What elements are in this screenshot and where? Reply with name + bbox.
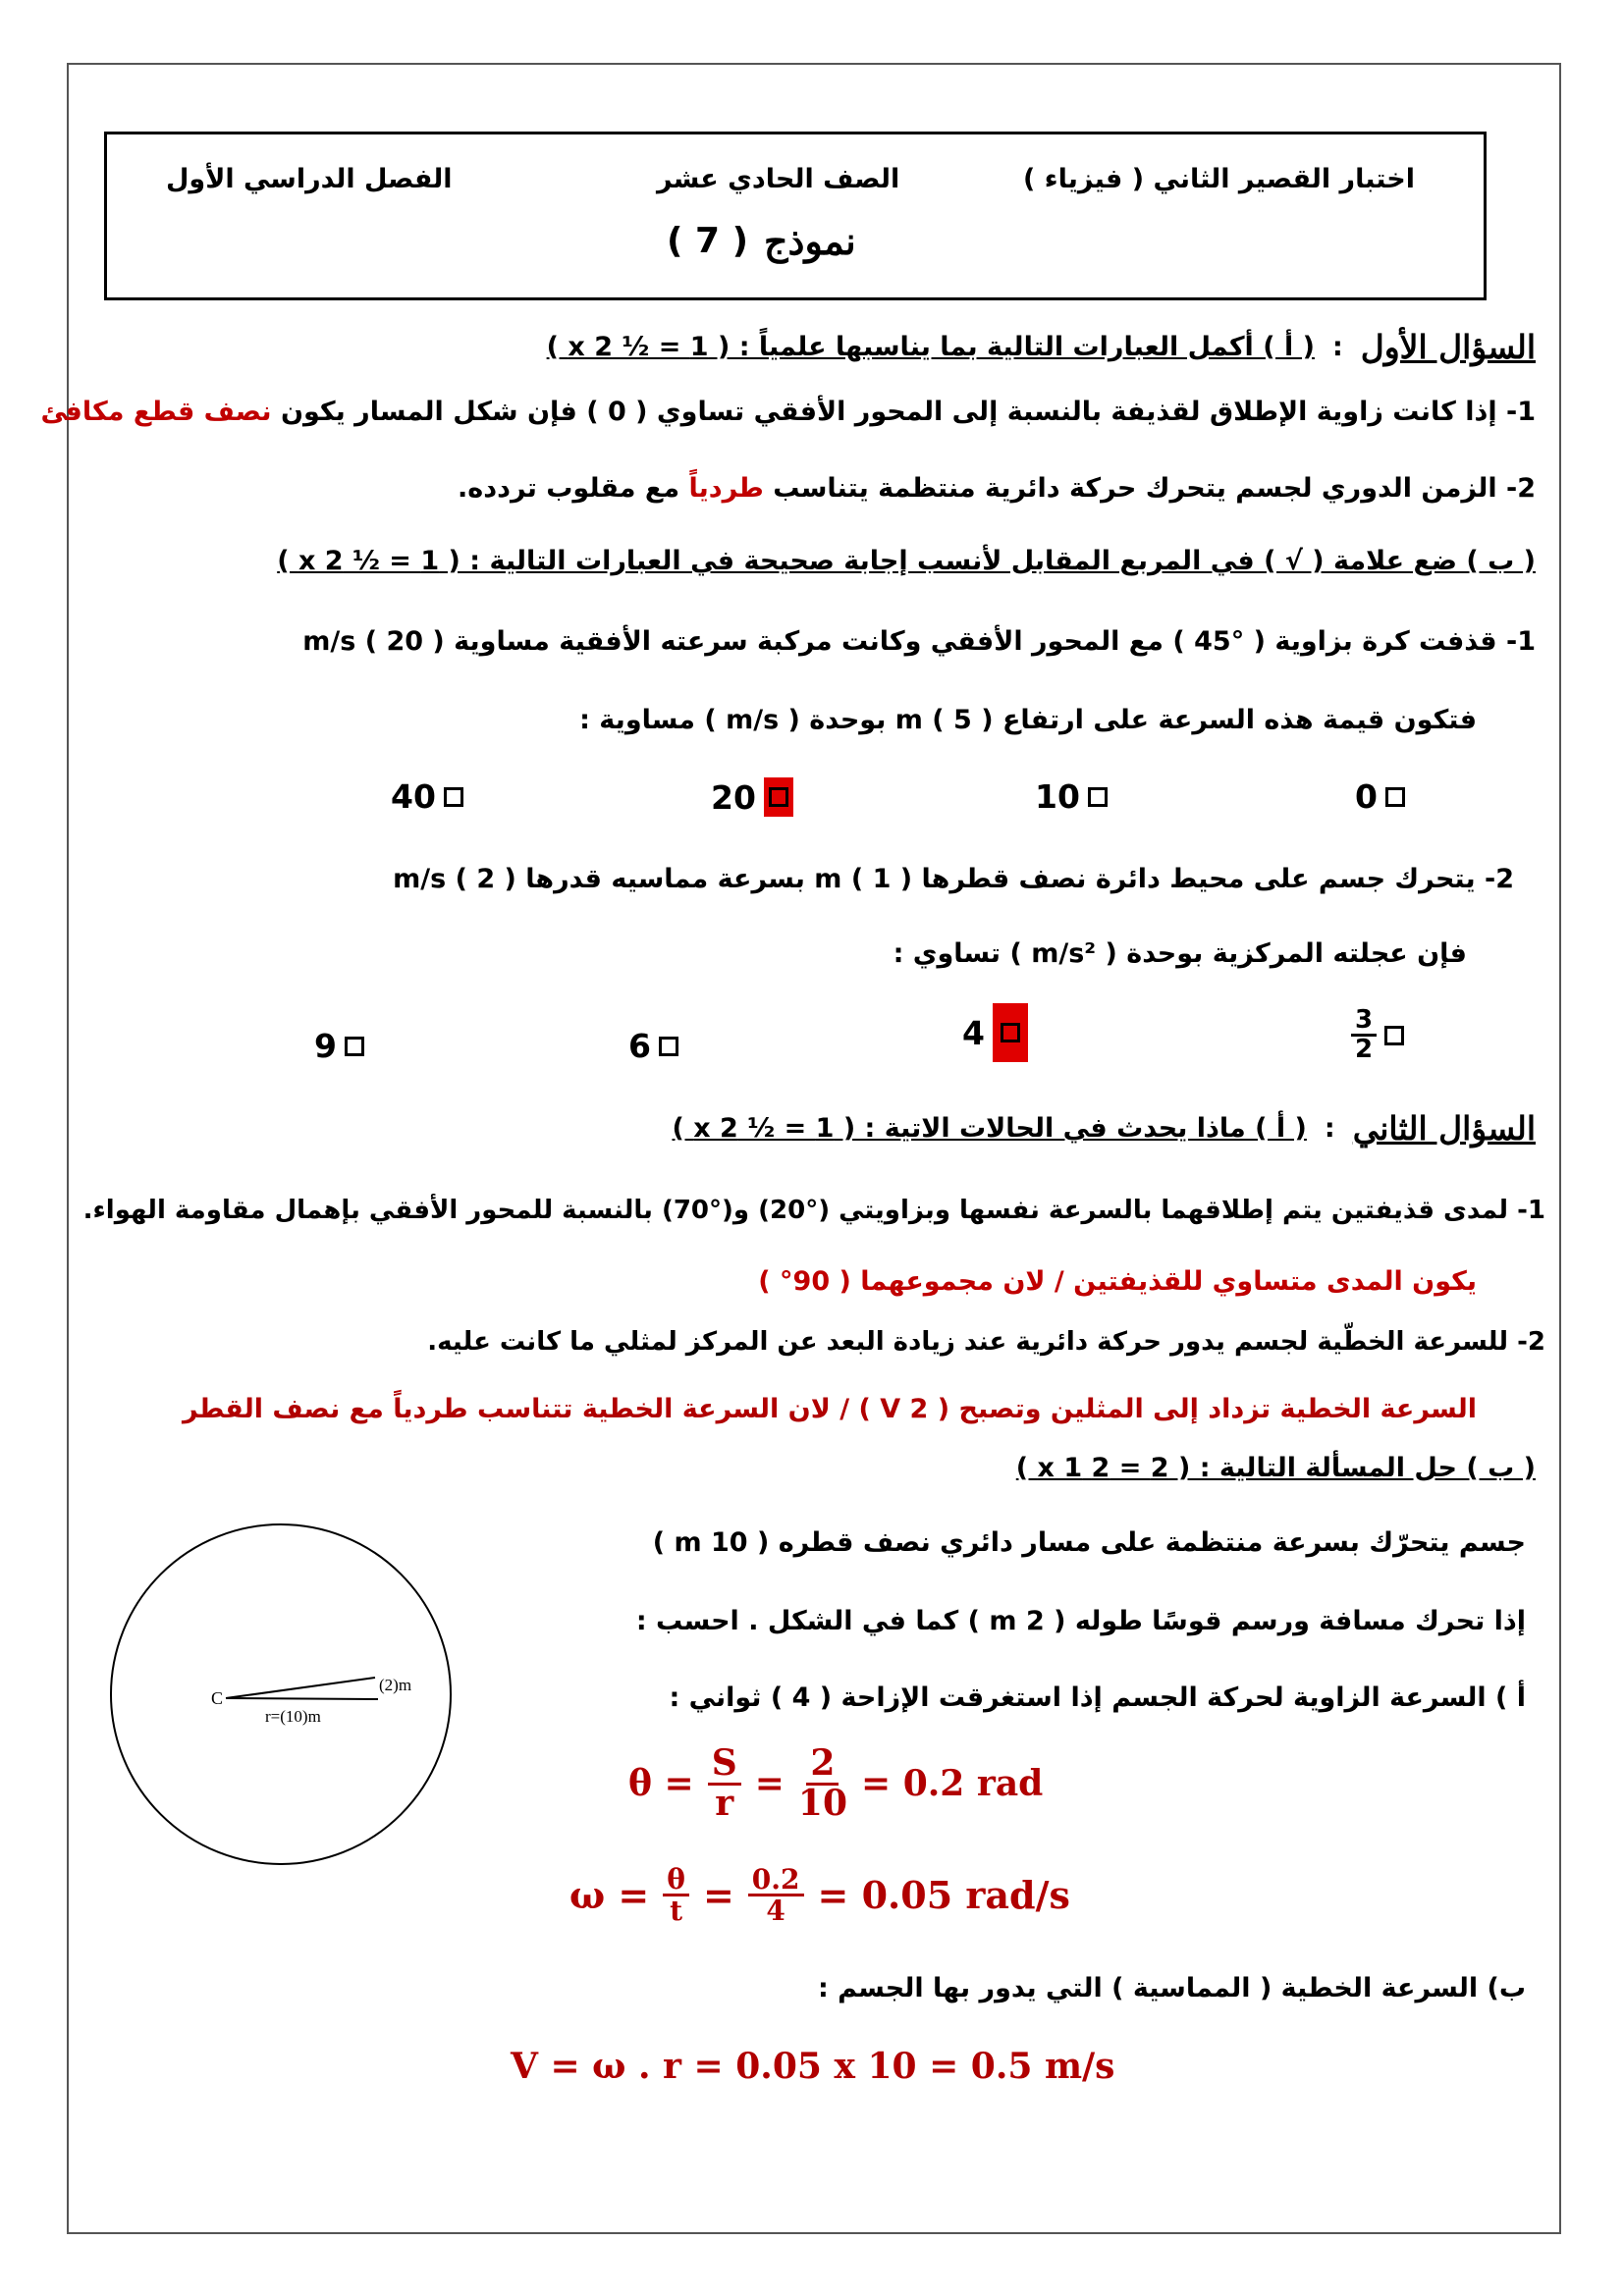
- q1-b1-option-1[interactable]: 10: [1035, 777, 1108, 816]
- circular-path: [111, 1524, 451, 1864]
- q1-b1-line1: 1- قذفت كرة بزاوية ( °45 ) مع المحور الأفقي وكانت مركبة سرعته الأفقية مساوية m/s ( 20 ): [302, 626, 1536, 657]
- q1-part-a: ( أ ) أكمل العبارات التالية بما يناسبها علمياً : ( 1 = ½ x 2 ): [546, 332, 1315, 362]
- q1-b2-option-9[interactable]: 9: [314, 1027, 364, 1065]
- model-badge: [667, 219, 856, 263]
- q1-a1-answer: نصف قطع مكافئ: [40, 397, 272, 427]
- center-label: C: [211, 1688, 224, 1708]
- q1-heading: السؤال الأول : ( أ ) أكمل العبارات التالية بما يناسبها علمياً : ( 1 = ½ x 2 ): [546, 328, 1536, 366]
- q2-part-a: ( أ ) ماذا يحدث في الحالات الاتية : ( 1 = ½ x 2 ): [672, 1113, 1307, 1144]
- q1-b2-option-4[interactable]: 4: [962, 1003, 1028, 1062]
- q1-b2-option-frac[interactable]: $\frac{3}{2}$: [1351, 1007, 1404, 1064]
- q1-b1-option-0[interactable]: 0: [1355, 777, 1405, 816]
- q1-a1-text: 1- إذا كانت زاوية الإطلاق لقذيفة بالنسبة إلى المحور الأفقي تساوي ( 0 ) فإن شكل المسار يكون: [280, 397, 1536, 427]
- equation-theta: θ = $\frac{S}{r}$ = $\frac{2}{10}$ = 0.2 rad: [628, 1742, 1044, 1824]
- q2-heading: السؤال الثاني : ( أ ) ماذا يحدث في الحالات الاتية : ( 1 = ½ x 2 ): [672, 1109, 1536, 1148]
- circle-diagram: [98, 1512, 471, 1885]
- radius-line-1: [226, 1678, 375, 1698]
- q1-a2-answer: طردياً: [688, 473, 764, 504]
- exam-title: اختبار القصير الثاني ( فيزياء ): [1023, 164, 1415, 194]
- radius-line-2: [226, 1698, 378, 1699]
- checked-answer-marker[interactable]: [764, 777, 793, 817]
- checked-answer-marker[interactable]: [993, 1003, 1028, 1062]
- q2-part-b: ( ب ) حل المسألة التالية : ( 2 = 2 x 1 ): [1015, 1453, 1536, 1483]
- checkbox-icon[interactable]: [345, 1037, 364, 1056]
- q2-problem-line1: جسم يتحرّك بسرعة منتظمة على مسار دائري نصف قطره ( 10 m ): [652, 1527, 1526, 1558]
- model-number: ( 7 ): [667, 221, 749, 261]
- q1-b1-option-3[interactable]: 40: [391, 777, 463, 816]
- q2-problem-line2: إذا تحرك مسافة ورسم قوسًا طوله ( 2 m ) كما في الشكل . احسب :: [635, 1606, 1526, 1636]
- radius-label: r=(10)m: [265, 1707, 321, 1726]
- q2-sub-a: أ ) السرعة الزاوية لحركة الجسم إذا استغرقت الإزاحة ( 4 ) ثواني :: [669, 1682, 1526, 1713]
- q1-b2-option-6[interactable]: 6: [628, 1027, 678, 1065]
- q1-b2-line2: فإن عجلته المركزية بوحدة ( m/s² ) تساوي :: [893, 938, 1467, 969]
- checkbox-icon[interactable]: [1384, 1026, 1404, 1045]
- q1-part-b: ( ب ) ضع علامة ( √ ) في المربع المقابل لأنسب إجابة صحيحة في العبارات التالية : ( 1 = ½ x 2 ): [277, 546, 1536, 576]
- grade-label: الصف الحادي عشر: [657, 164, 900, 194]
- q2-a2-answer: السرعة الخطية تزداد إلى المثلين وتصبح ( 2 V ) / لان السرعة الخطية تتناسب طردياً مع نصف القطر: [183, 1394, 1477, 1424]
- q2-a1-text: 1- لمدى قذيفتين يتم إطلاقهما بالسرعة نفسها وبزاويتي (°20) و(°70) بالنسبة للمحور الأفقي بإهمال مقاومة الهواء.: [82, 1196, 1545, 1225]
- q1-title: السؤال الأول: [1360, 328, 1536, 366]
- exam-header: [104, 132, 1487, 300]
- q1-a1: [40, 397, 1536, 427]
- checkbox-icon[interactable]: [659, 1037, 678, 1056]
- q2-sub-b: ب) السرعة الخطية ( المماسية ) التي يدور بها الجسم :: [817, 1973, 1526, 2003]
- checkbox-icon[interactable]: [1088, 787, 1108, 807]
- equation-velocity: V = ω . r = 0.05 x 10 = 0.5 m/s: [511, 2046, 1115, 2087]
- q1-a2: [458, 473, 1536, 504]
- q1-b2-line1: 2- يتحرك جسم على محيط دائرة نصف قطرها m ( 1 ) بسرعة مماسيه قدرها m/s ( 2 ): [393, 864, 1514, 894]
- checkbox-icon[interactable]: [444, 787, 463, 807]
- q2-a1-answer: يكون المدى متساوي للقذيفتين / لان مجموعهما ( 90° ): [758, 1266, 1477, 1297]
- arc-label: (2)m: [379, 1676, 412, 1694]
- q1-b1-line2: فتكون قيمة هذه السرعة على ارتفاع m ( 5 ) بوحدة ( m/s ) مساوية :: [579, 705, 1477, 735]
- semester-label: الفصل الدراسي الأول: [166, 164, 453, 194]
- q2-title: السؤال الثاني: [1352, 1109, 1536, 1148]
- q1-b1-option-2[interactable]: 20: [711, 777, 793, 817]
- checkbox-icon[interactable]: [1385, 787, 1405, 807]
- q1-a2-text-after: مع مقلوب تردده.: [458, 473, 680, 504]
- q1-a2-text-before: 2- الزمن الدوري لجسم يتحرك حركة دائرية منتظمة يتناسب: [773, 473, 1536, 504]
- equation-omega: ω = $\frac{\theta}{t}$ = $\frac{0.2}{4}$ = 0.05 rad/s: [569, 1863, 1070, 1928]
- model-label: نموذج: [764, 219, 856, 263]
- q2-a2-text: 2- للسرعة الخطّية لجسم يدور حركة دائرية عند زيادة البعد عن المركز لمثلي ما كانت عليه.: [427, 1327, 1545, 1357]
